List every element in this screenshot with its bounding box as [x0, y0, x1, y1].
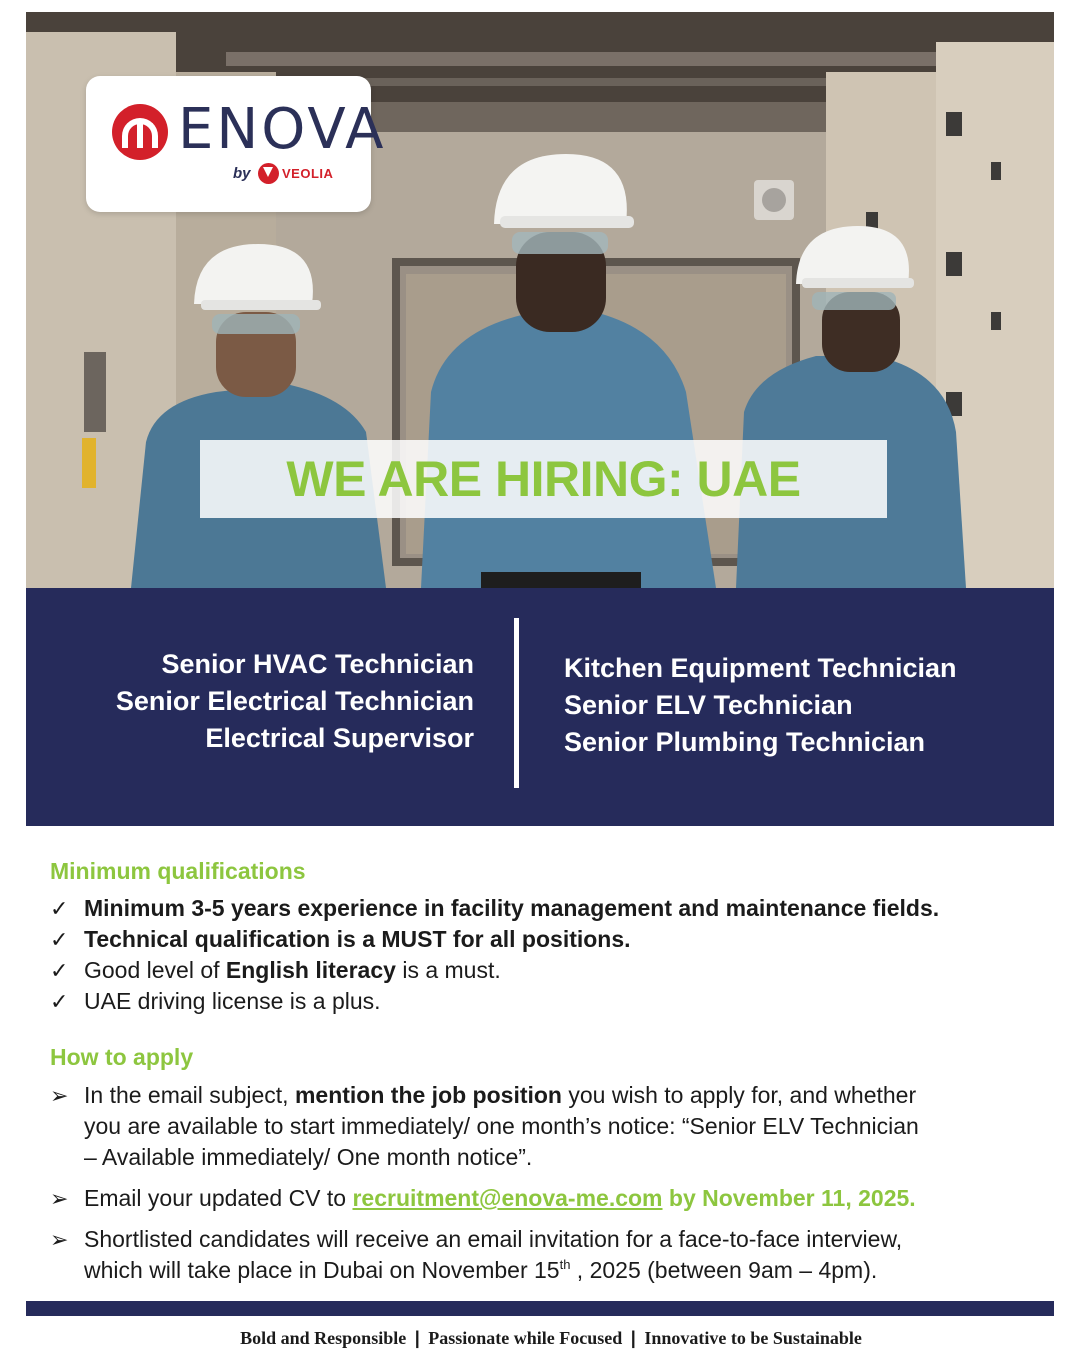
apply-text: you wish to apply for, and whether — [561, 1082, 917, 1108]
apply-heading: How to apply — [50, 1044, 194, 1070]
qualifications-heading: Minimum qualifications — [50, 858, 306, 884]
job-title: Senior HVAC Technician — [161, 649, 474, 679]
positions-right-column — [564, 650, 1044, 761]
qualification-text: Good level of — [84, 957, 226, 983]
recruitment-email-link[interactable]: recruitment@enova-me.com — [352, 1185, 663, 1211]
apply-step — [50, 1224, 1050, 1286]
job-title: Senior Electrical Technician — [115, 686, 474, 716]
brand-by-label: by — [233, 165, 251, 182]
application-deadline: by November 11, 2025. — [662, 1185, 916, 1211]
apply-steps — [50, 1080, 1050, 1296]
value-item: Passionate while Focused — [428, 1328, 623, 1348]
apply-step — [50, 1183, 1050, 1214]
apply-step — [50, 1080, 1050, 1173]
job-title: Electrical Supervisor — [205, 723, 474, 753]
value-item: Bold and Responsible — [240, 1328, 407, 1348]
apply-text: In the email subject, — [84, 1082, 295, 1108]
checkmark-icon: ✓ — [50, 927, 69, 952]
qualification-item — [50, 955, 1050, 986]
job-title: Senior ELV Technician — [564, 690, 853, 720]
checkmark-icon: ✓ — [50, 896, 69, 921]
positions-divider — [514, 618, 519, 788]
qualifications-list — [50, 893, 1050, 1017]
parent-brand-name: VEOLIA — [282, 166, 334, 181]
qualification-item — [50, 924, 1050, 955]
apply-text: – Available immediately/ One month notice”. — [84, 1144, 533, 1170]
qualification-text: UAE driving license is a plus. — [84, 988, 381, 1014]
value-separator: | — [414, 1328, 420, 1348]
apply-text: , 2025 (between 9am – 4pm). — [570, 1257, 878, 1283]
apply-emphasis: mention the job position — [294, 1082, 562, 1108]
apply-text: you are available to start immediately/ one month’s notice: “Senior ELV Technician — [84, 1113, 919, 1139]
arrow-bullet-icon: ➢ — [50, 1083, 69, 1108]
apply-text: which will take place in Dubai on November 15 — [84, 1257, 560, 1283]
enova-logo-icon — [112, 104, 168, 160]
qualification-text: Technical qualification is a MUST for all positions. — [84, 926, 631, 952]
positions-left-column — [40, 646, 474, 757]
value-item: Innovative to be Sustainable — [644, 1328, 862, 1348]
checkmark-icon: ✓ — [50, 989, 69, 1014]
date-ordinal: th — [559, 1257, 571, 1272]
checkmark-icon: ✓ — [50, 958, 69, 983]
job-title: Senior Plumbing Technician — [564, 727, 926, 757]
apply-text: Email your updated CV to — [84, 1185, 353, 1211]
company-values — [0, 1326, 1080, 1350]
arrow-bullet-icon: ➢ — [50, 1227, 69, 1252]
qualification-item — [50, 986, 1050, 1017]
qualification-emphasis: English literacy — [225, 957, 396, 983]
job-title: Kitchen Equipment Technician — [564, 653, 957, 683]
footer-bar — [26, 1301, 1054, 1316]
apply-text: Shortlisted candidates will receive an email invitation for a face-to-face interview, — [84, 1226, 903, 1252]
qualification-text: Minimum 3-5 years experience in facility management and maintenance fields. — [84, 895, 940, 921]
qualification-item — [50, 893, 1050, 924]
value-separator: | — [630, 1328, 636, 1348]
hiring-headline: WE ARE HIRING: UAE — [286, 451, 801, 507]
arrow-bullet-icon: ➢ — [50, 1186, 69, 1211]
veolia-logo-icon — [258, 163, 279, 184]
brand-name: ENOVA — [178, 97, 387, 162]
qualification-text: is a must. — [395, 957, 501, 983]
